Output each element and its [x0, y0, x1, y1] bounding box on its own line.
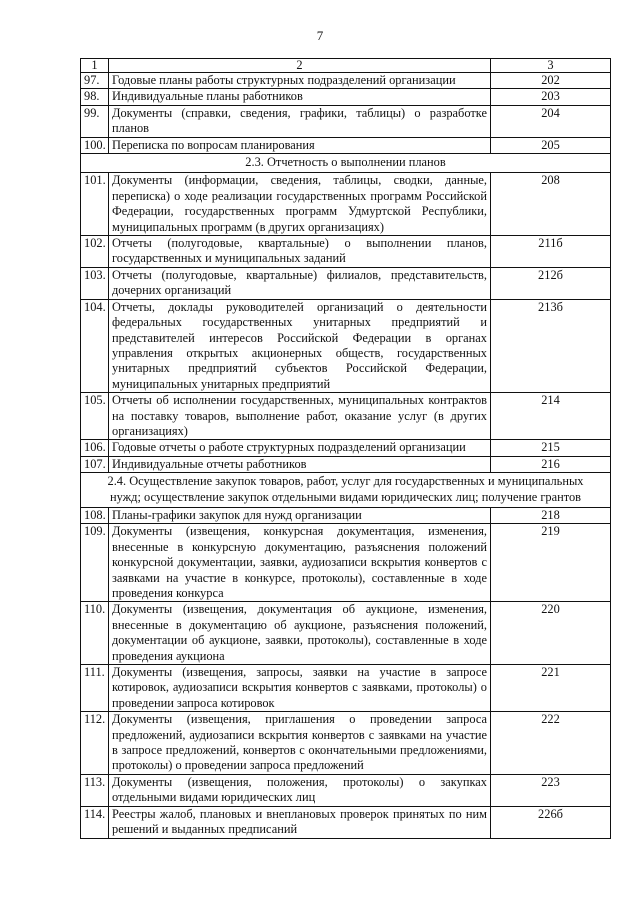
article-number-cell: 204 — [491, 105, 611, 137]
article-number-cell: 202 — [491, 73, 611, 89]
article-number-cell: 220 — [491, 602, 611, 665]
table-row — [81, 73, 611, 89]
document-title-cell: Отчеты (полугодовые, квартальные) филиалов, представительств, дочерних организаций — [109, 267, 491, 299]
header-cell-article: 3 — [491, 59, 611, 73]
table-row — [81, 665, 611, 712]
document-title-cell: Документы (извещения, приглашения о проведении запроса предложений, аудиозаписи вскрытия конвертов с заявками на участие в запросе предложений, конвертов с окончательными предложениями, протоколы) о проведении запроса предложений — [109, 712, 491, 775]
table-row — [81, 105, 611, 137]
table-row — [81, 456, 611, 472]
row-number-cell: 101. — [81, 173, 109, 236]
table-row — [81, 267, 611, 299]
row-number-cell: 111. — [81, 665, 109, 712]
table-row — [81, 299, 611, 392]
document-title-cell: Документы (извещения, положения, протоколы) о закупках отдельными видами юридических лиц — [109, 774, 491, 806]
article-number-cell: 223 — [491, 774, 611, 806]
article-number-cell: 226б — [491, 806, 611, 838]
table-row — [81, 806, 611, 838]
article-number-cell: 212б — [491, 267, 611, 299]
row-number-cell: 104. — [81, 299, 109, 392]
row-number-cell: 113. — [81, 774, 109, 806]
document-title-cell: Индивидуальные отчеты работников — [109, 456, 491, 472]
article-number-cell: 205 — [491, 137, 611, 153]
article-number-cell: 208 — [491, 173, 611, 236]
row-number-cell: 110. — [81, 602, 109, 665]
document-title-cell: Документы (извещения, конкурсная документация, изменения, внесенные в конкурсную документацию, разъяснения положений конкурсной документации, заявки, аудиозаписи вскрытия конвертов с заявками на участие в конкурсе, протоколы), составленные в ходе проведения конкурса — [109, 524, 491, 602]
document-title-cell: Переписка по вопросам планирования — [109, 137, 491, 153]
table-row — [81, 173, 611, 236]
table-row — [81, 137, 611, 153]
document-title-cell: Документы (справки, сведения, графики, таблицы) о разработке планов — [109, 105, 491, 137]
article-number-cell: 203 — [491, 89, 611, 105]
document-title-cell: Реестры жалоб, плановых и внеплановых проверок принятых по ним решений и выданных предписаний — [109, 806, 491, 838]
row-number-cell: 105. — [81, 393, 109, 440]
row-number-cell: 108. — [81, 507, 109, 523]
document-title-cell: Годовые отчеты о работе структурных подразделений организации — [109, 440, 491, 456]
table-row — [81, 602, 611, 665]
table-row — [81, 393, 611, 440]
table-header-row — [81, 59, 611, 73]
row-number-cell: 107. — [81, 456, 109, 472]
section-heading: 2.4. Осуществление закупок товаров, работ, услуг для государственных и муниципальных нужд; осуществление закупок отдельными видами юридических лиц; получение грантов — [81, 473, 611, 508]
section-heading-row — [81, 154, 611, 173]
table-row — [81, 236, 611, 268]
row-number-cell: 97. — [81, 73, 109, 89]
row-number-cell: 114. — [81, 806, 109, 838]
document-title-cell: Отчеты об исполнении государственных, муниципальных контрактов на поставку товаров, выполнение работ, оказание услуг (в других организациях) — [109, 393, 491, 440]
article-number-cell: 218 — [491, 507, 611, 523]
section-heading: 2.3. Отчетность о выполнении планов — [81, 154, 611, 173]
table-row — [81, 89, 611, 105]
article-number-cell: 211б — [491, 236, 611, 268]
table-row — [81, 440, 611, 456]
article-number-cell: 213б — [491, 299, 611, 392]
row-number-cell: 103. — [81, 267, 109, 299]
records-table — [80, 58, 611, 839]
article-number-cell: 222 — [491, 712, 611, 775]
row-number-cell: 109. — [81, 524, 109, 602]
table-row — [81, 774, 611, 806]
section-heading-row — [81, 473, 611, 508]
table-row — [81, 712, 611, 775]
document-title-cell: Годовые планы работы структурных подразделений организации — [109, 73, 491, 89]
document-title-cell: Документы (извещения, запросы, заявки на участие в запросе котировок, аудиозаписи вскрытия конвертов с заявками, протоколы) о проведении запроса котировок — [109, 665, 491, 712]
document-title-cell: Планы-графики закупок для нужд организации — [109, 507, 491, 523]
article-number-cell: 219 — [491, 524, 611, 602]
row-number-cell: 100. — [81, 137, 109, 153]
row-number-cell: 98. — [81, 89, 109, 105]
table-row — [81, 507, 611, 523]
document-title-cell: Отчеты, доклады руководителей организаций о деятельности федеральных государственных унитарных предприятий и представителей интересов Российской Федерации в органах управления открытых акционерных обществ, государственных унитарных предприятий субъектов Российской Федерации, муниципальных унитарных предприятий — [109, 299, 491, 392]
row-number-cell: 99. — [81, 105, 109, 137]
article-number-cell: 215 — [491, 440, 611, 456]
header-cell-title: 2 — [109, 59, 491, 73]
table-row — [81, 524, 611, 602]
document-title-cell: Документы (информации, сведения, таблицы, сводки, данные, переписка) о ходе реализации государственных программ Российской Федерации, государственных программ Удмуртской Республики, муниципальных программ (в других организациях) — [109, 173, 491, 236]
row-number-cell: 106. — [81, 440, 109, 456]
article-number-cell: 221 — [491, 665, 611, 712]
document-title-cell: Отчеты (полугодовые, квартальные) о выполнении планов, государственных и муниципальных заданий — [109, 236, 491, 268]
row-number-cell: 112. — [81, 712, 109, 775]
document-title-cell: Индивидуальные планы работников — [109, 89, 491, 105]
header-cell-number: 1 — [81, 59, 109, 73]
document-title-cell: Документы (извещения, документация об аукционе, изменения, внесенные в документацию об аукционе, разъяснения положений, документации об аукционе, заявки, протоколы), составленные в ходе проведения аукциона — [109, 602, 491, 665]
article-number-cell: 216 — [491, 456, 611, 472]
article-number-cell: 214 — [491, 393, 611, 440]
row-number-cell: 102. — [81, 236, 109, 268]
page-number: 7 — [316, 28, 324, 43]
